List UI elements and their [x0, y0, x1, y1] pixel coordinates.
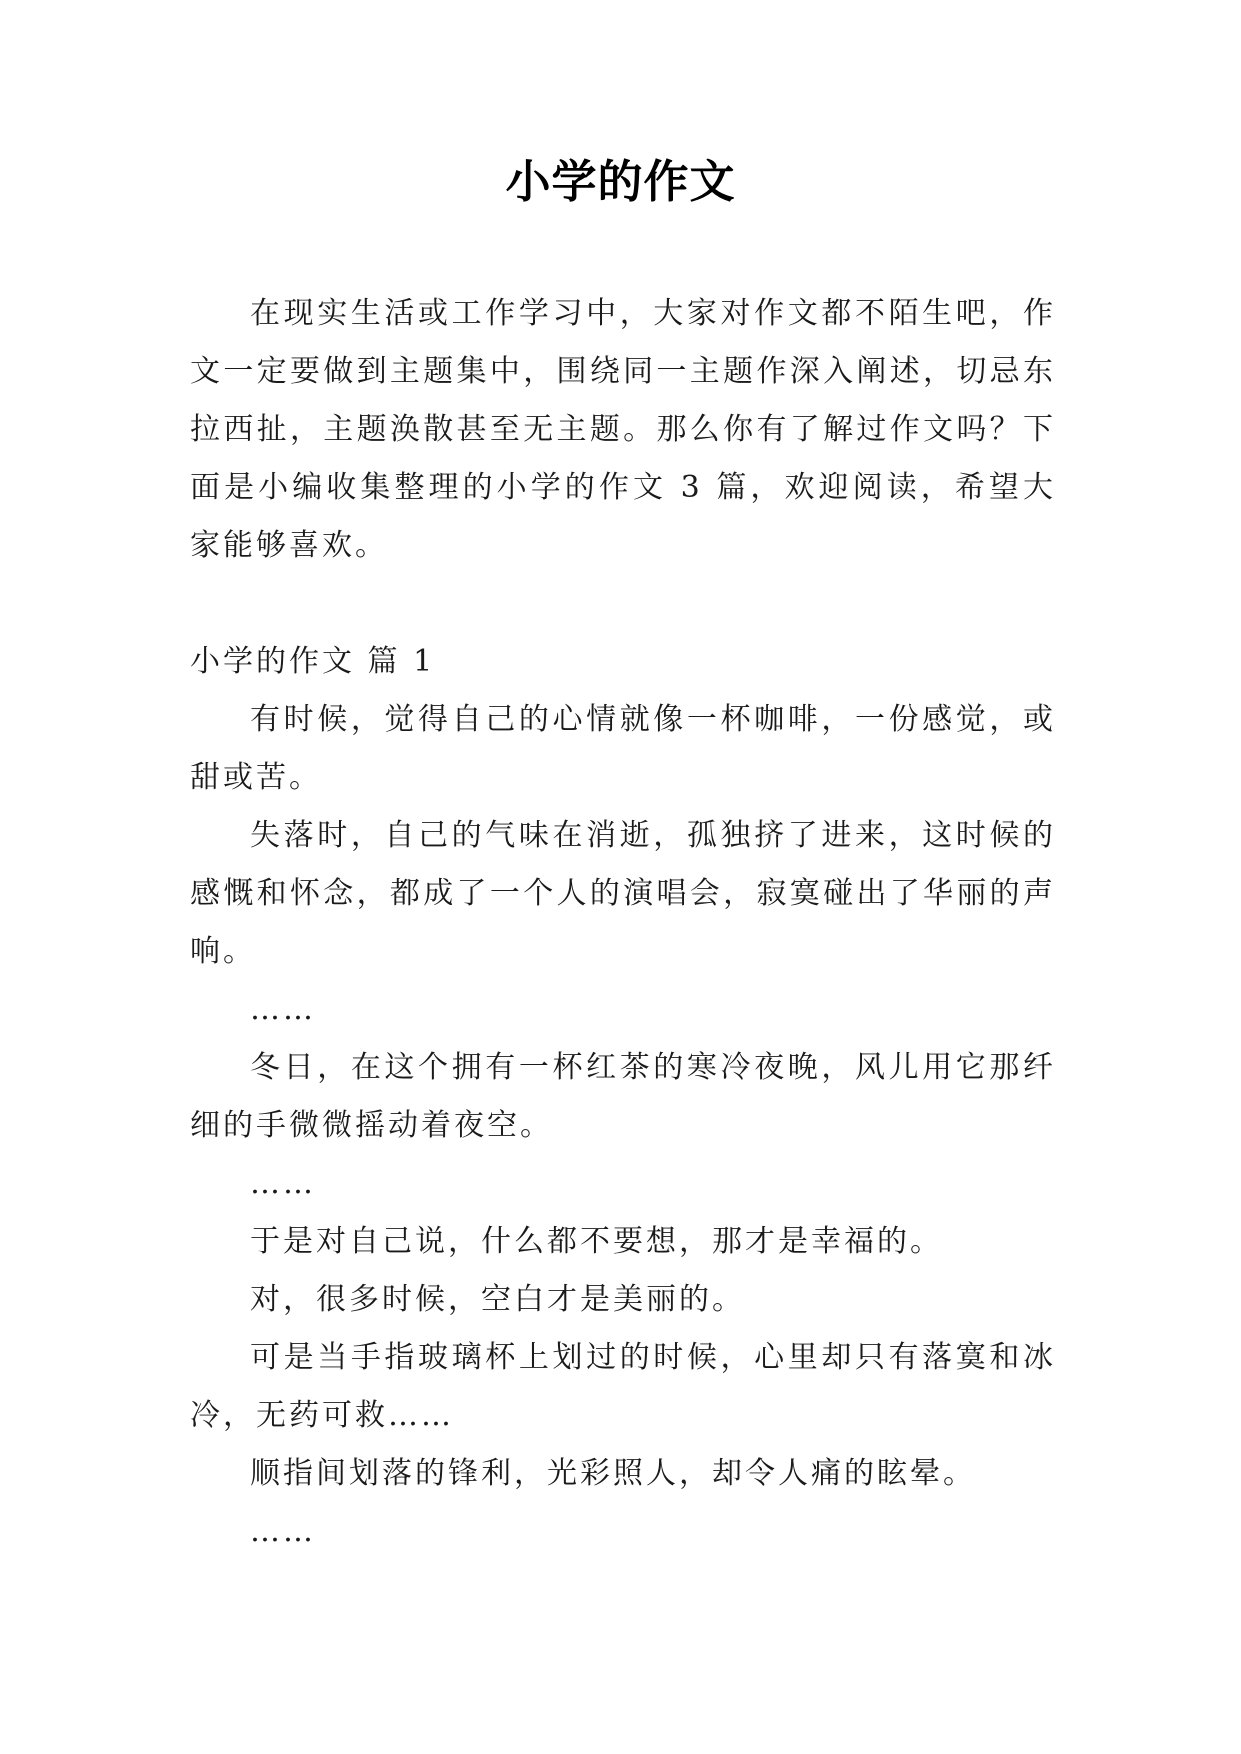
body-paragraph: 失落时，自己的气味在消逝，孤独挤了进来，这时候的感慨和怀念，都成了一个人的演唱会，寂寞碰出了华丽的声响。 [190, 818, 1056, 969]
intro-paragraph: 在现实生活或工作学习中，大家对作文都不陌生吧，作文一定要做到主题集中，围绕同一主题作深入阐述，切忌东拉西扯，主题涣散甚至无主题。那么你有了解过作文吗？下面是小编收集整理的小学的作文 3 篇，欢迎阅读，希望大家能够喜欢。 [190, 296, 1056, 563]
body-paragraph: 顺指间划落的锋利，光彩照人，却令人痛的眩晕。 [250, 1456, 976, 1491]
document-title: 小学的作文 [505, 155, 736, 208]
body-paragraph: 对，很多时候，空白才是美丽的。 [250, 1282, 745, 1317]
document-body [190, 285, 1056, 1561]
body-paragraph: 可是当手指玻璃杯上划过的时候，心里却只有落寞和冰冷，无药可救…… [190, 1340, 1056, 1433]
ellipsis-paragraph: …… [250, 1166, 316, 1201]
body-paragraph: 于是对自己说，什么都不要想，那才是幸福的。 [250, 1224, 943, 1259]
section-heading: 小学的作文 篇 1 [190, 644, 436, 679]
body-paragraph: 冬日，在这个拥有一杯红茶的寒冷夜晚，风儿用它那纤细的手微微摇动着夜空。 [190, 1050, 1056, 1143]
ellipsis-paragraph: …… [250, 1514, 316, 1549]
ellipsis-paragraph: …… [250, 992, 316, 1027]
body-paragraph: 有时候，觉得自己的心情就像一杯咖啡，一份感觉，或甜或苦。 [190, 702, 1056, 795]
